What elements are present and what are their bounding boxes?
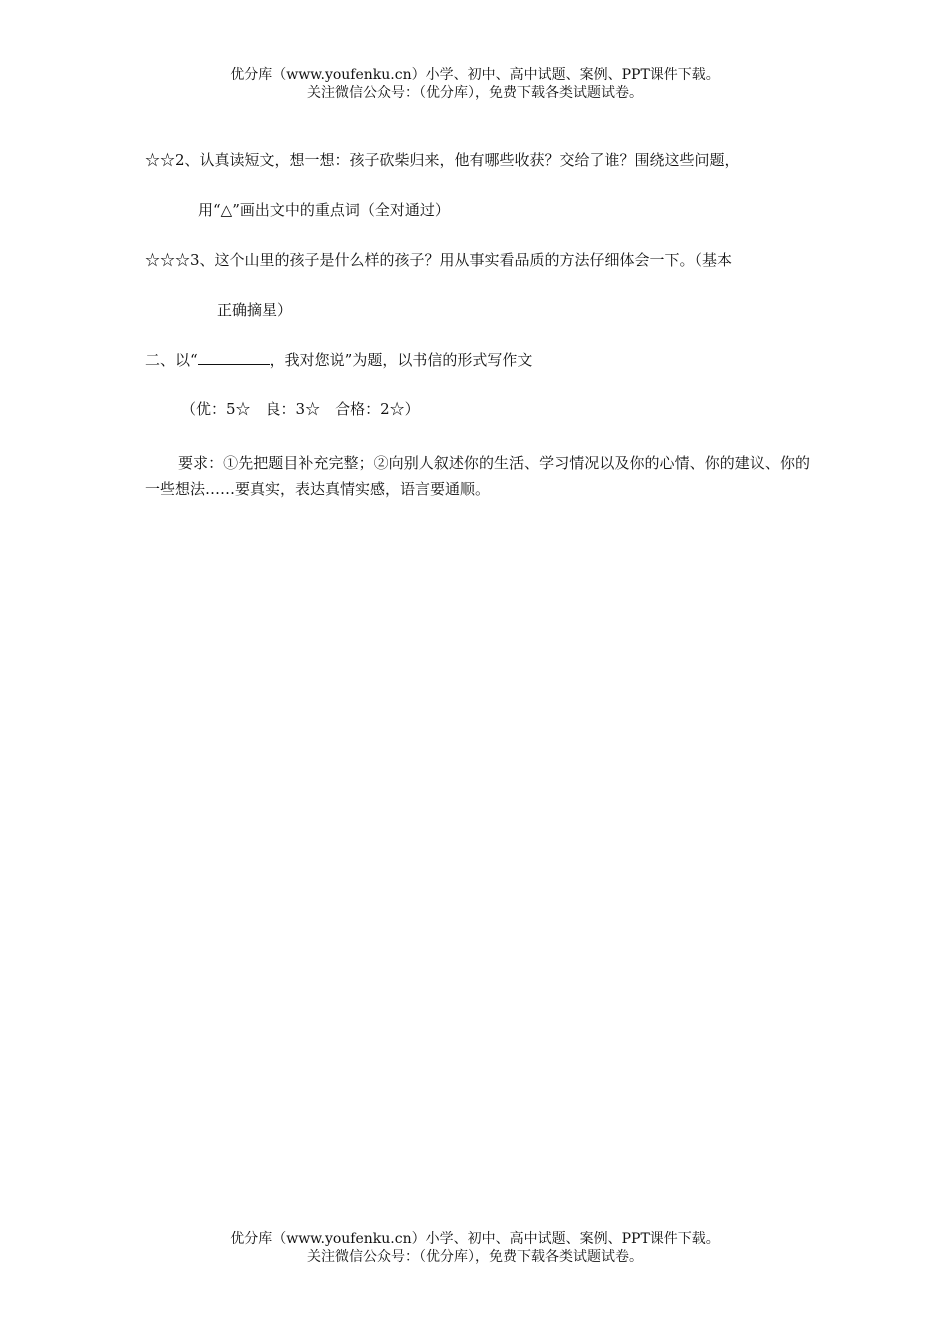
essay-prompt-suffix: ，我对您说”为题，以书信的形式写作文 (269, 351, 533, 369)
question-3-line-1: ☆☆☆3、这个山里的孩子是什么样的孩子？用从事实看品质的方法仔细体会一下。（基本 (145, 251, 733, 269)
question-2-line-1: ☆☆2、认真读短文，想一想：孩子砍柴归来，他有哪些收获？交给了谁？围绕这些问题， (145, 151, 740, 169)
essay-prompt (145, 350, 532, 370)
page-footer (0, 1230, 950, 1266)
requirements-paragraph: 要求：①先把题目补充完整；②向别人叙述你的生活、学习情况以及你的心情、你的建议、你的一些想法……要真实，表达真情实感，语言要通顺。 (145, 454, 810, 498)
page-header (0, 66, 950, 102)
question-3-line-2: 正确摘星） (217, 301, 293, 319)
header-line-1: 优分库（www.youfenku.cn）小学、初中、高中试题、案例、PPT课件下载。 (230, 67, 720, 83)
header-line-2: 关注微信公众号：（优分库），免费下载各类试题试卷。 (307, 85, 643, 101)
grading-scale: （优：5☆ 良：3☆ 合格：2☆） (181, 400, 420, 418)
footer-line-2: 关注微信公众号：（优分库），免费下载各类试题试卷。 (307, 1249, 643, 1265)
question-2-line-2: 用“△”画出文中的重点词（全对通过） (198, 201, 450, 219)
essay-title-blank (198, 350, 270, 365)
essay-prompt-prefix: 二、以“ (145, 351, 198, 369)
footer-line-1: 优分库（www.youfenku.cn）小学、初中、高中试题、案例、PPT课件下载。 (230, 1231, 720, 1247)
